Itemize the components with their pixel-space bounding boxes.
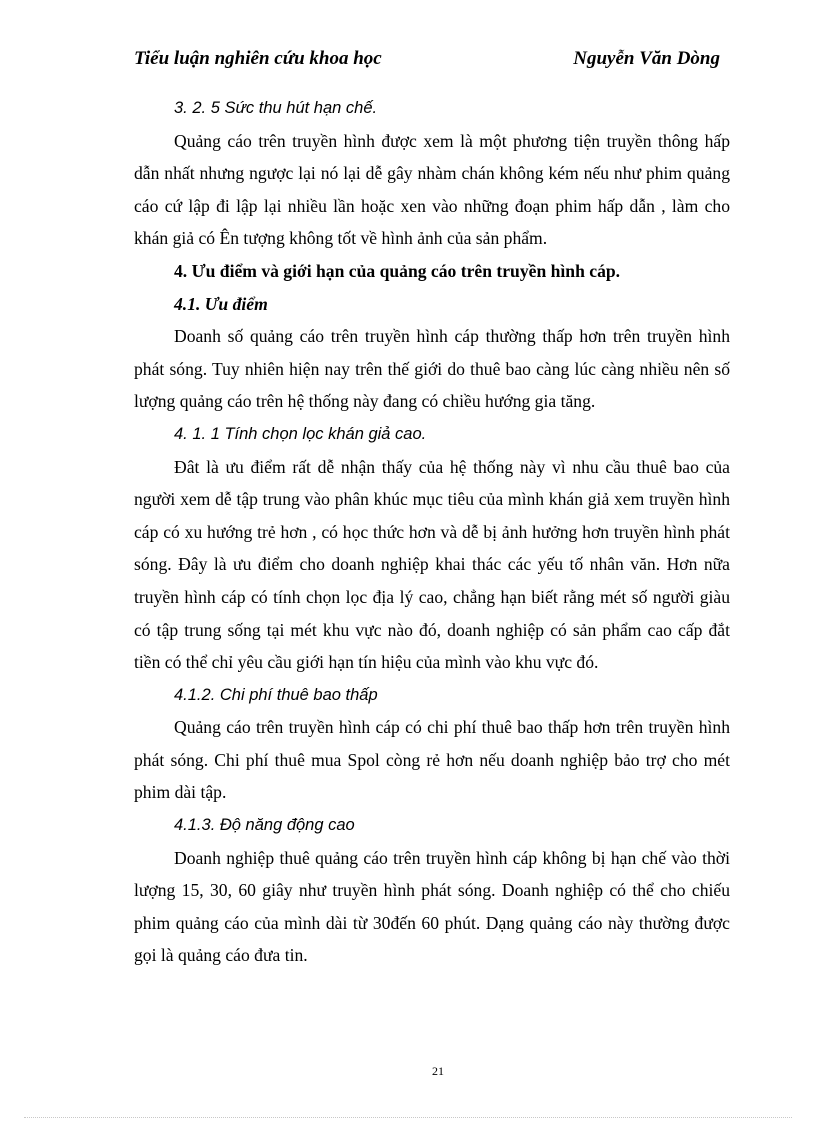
page-edge-divider (24, 1117, 792, 1118)
section-heading-4: 4. Ưu điểm và giới hạn của quảng cáo trên truyền hình cáp. (174, 260, 621, 281)
page-number: 21 (432, 1064, 444, 1078)
page-header (134, 48, 720, 76)
subsection-4-1-3: 4.1.3. Độ năng động cao (174, 816, 355, 835)
section-heading-4-1: 4.1. Ưu điểm (174, 293, 268, 314)
header-author: Nguyễn Văn Dòng (573, 48, 720, 69)
subsection-3-2-5: 3. 2. 5 Sức thu hút hạn chế. (174, 99, 378, 117)
paragraph: Doanh nghiệp thuê quảng cáo trên truyền hình cáp không bị hạn chế vào thời lượng 15, 30, 60 giây như truyền hình phát sóng. Doanh nghiệp có thể cho chiếu phim quảng cáo của mình dài từ 30đến 60 phút. Dạng quảng cáo này thường được gọi là quảng cáo đưa tin. (134, 847, 730, 966)
header-title: Tiểu luận nghiên cứu khoa học (134, 48, 382, 69)
paragraph: Quảng cáo trên truyền hình cáp có chi phí thuê bao thấp hơn trên truyền hình phát sóng. Chi phí thuê mua Spol còng rẻ hơn nếu doanh nghiệp bảo trợ cho mét phim dài tập. (134, 717, 730, 803)
subsection-4-1-1: 4. 1. 1 Tính chọn lọc khán giả cao. (174, 424, 427, 443)
subsection-4-1-2: 4.1.2. Chi phí thuê bao thấp (174, 685, 378, 704)
paragraph: Quảng cáo trên truyền hình được xem là một phương tiện truyền thông hấp dẫn nhất nhưng ngược lại nó lại dễ gây nhàm chán không kém nếu như phim quảng cáo cứ lập đi lập lại nhiều lần hoặc xen vào những đoạn phim hấp dẫn , làm cho khán giả có Ên tượng không tốt về hình ảnh của sản phẩm. (134, 130, 730, 249)
paragraph: Đât là ưu điểm rất dễ nhận thấy của hệ thống này vì nhu cầu thuê bao của người xem dễ tập trung vào phân khúc mục tiêu của mình khán giả xem truyền hình cáp có xu hướng trẻ hơn , có học thức hơn và dễ bị ảnh hưởng hơn truyền hình phát sóng. Đây là ưu điểm cho doanh nghiệp khai thác các yếu tố nhân văn. Hơn nữa truyền hình cáp có tính chọn lọc địa lý cao, chẳng hạn biết rằng mét số người giàu có tập trung sống tại mét khu vực nào đó, doanh nghiệp có sản phẩm cao cấp đắt tiền có thể chỉ yêu cầu giới hạn tín hiệu của mình vào khu vực đó. (134, 456, 730, 673)
paragraph: Doanh số quảng cáo trên truyền hình cáp thường thấp hơn trên truyền hình phát sóng. Tuy nhiên hiện nay trên thế giới do thuê bao càng lúc càng nhiều nên số lượng quảng cáo trên hệ thống này đang có chiều hướng gia tăng. (134, 326, 730, 412)
page-footer (0, 1064, 816, 1079)
page-body (134, 92, 730, 972)
